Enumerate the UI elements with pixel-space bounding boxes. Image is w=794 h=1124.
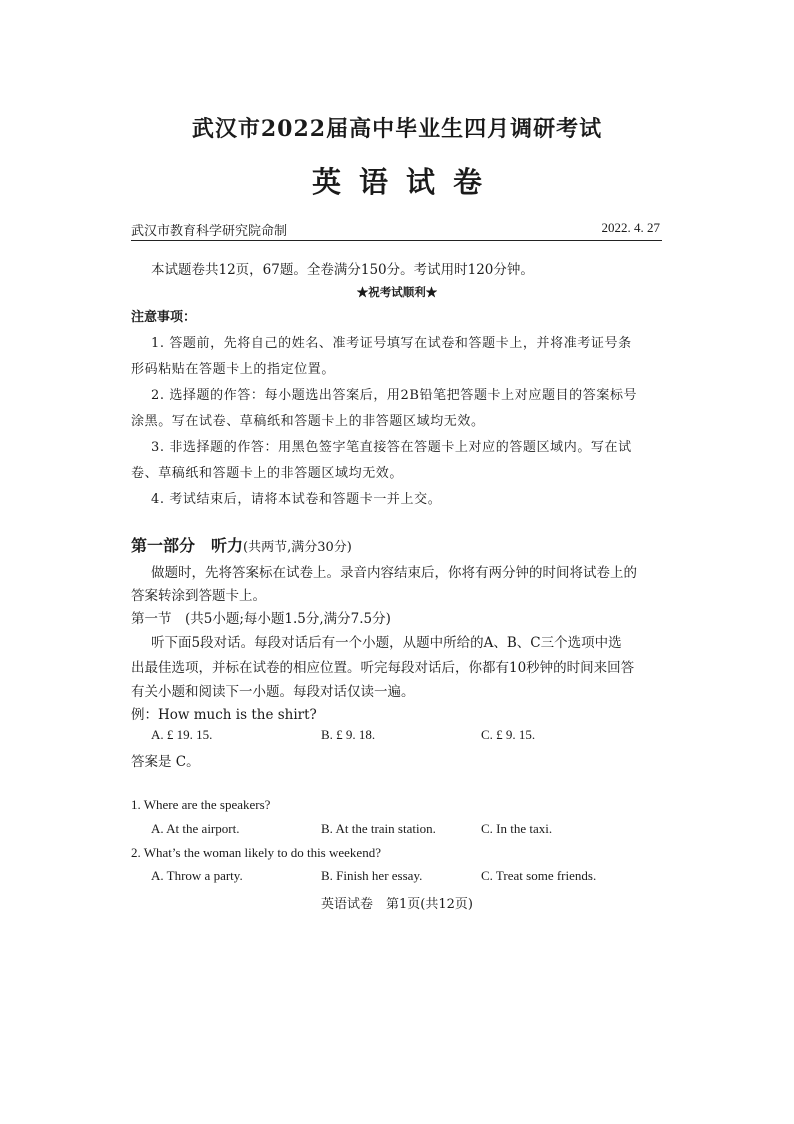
header-divider: [131, 240, 662, 241]
part-one-heading: [131, 533, 352, 556]
question-1-option-b: B. At the train station.: [321, 821, 436, 836]
notes-title: 注意事项：: [131, 310, 197, 325]
question-2-option-c: C. Treat some friends.: [481, 868, 597, 883]
exam-subject: 英语试卷: [311, 165, 500, 199]
instruction-line: 做题时，先将答案标在试卷上。录音内容结束后，你将有两分钟的时间将试卷上的: [151, 565, 637, 581]
example-option-b: B. £ 9. 18.: [321, 727, 376, 742]
part-one-title: 第一部分 听力: [131, 536, 244, 555]
section-instruction-line: 有关小题和阅读下一小题。每段对话仅读一遍。: [131, 684, 415, 700]
section-instruction-line: 听下面5段对话。每段对话后有一个小题，从题中所给的A、B、C三个选项中选: [151, 635, 622, 651]
section-instruction-line: 出最佳选项，并标在试卷的相应位置。听完每段对话后，你都有10秒钟的时间来回答: [131, 660, 635, 676]
good-luck-note: ★祝考试顺利★: [356, 285, 438, 299]
question-2: 2. What’s the woman likely to do this weekend?: [131, 845, 381, 860]
note-line: 4. 考试结束后，请将本试卷和答题卡一并上交。: [151, 492, 442, 507]
exam-title: 武汉市2022届高中毕业生四月调研考试: [191, 116, 603, 142]
note-line: 1. 答题前，先将自己的姓名、准考证号填写在试卷和答题卡上，并将准考证号条: [151, 336, 632, 351]
example-option-a: A. £ 19. 15.: [151, 727, 213, 742]
note-line: 卷、草稿纸和答题卡上的非答题区域均无效。: [131, 466, 404, 481]
page-footer: 英语试卷 第1页(共12页): [321, 897, 473, 912]
example-question: 例：How much is the shirt?: [131, 707, 317, 723]
exam-date: 2022. 4. 27: [601, 220, 660, 235]
exam-info: 本试题卷共12页，67题。全卷满分150分。考试用时120分钟。: [151, 262, 534, 278]
question-1: 1. Where are the speakers?: [131, 797, 271, 812]
issuer: 武汉市教育科学研究院命制: [131, 224, 288, 239]
note-line: 涂黑。写在试卷、草稿纸和答题卡上的非答题区域均无效。: [131, 414, 485, 429]
example-option-c: C. £ 9. 15.: [481, 727, 536, 742]
note-line: 2. 选择题的作答：每小题选出答案后，用2B铅笔把答题卡上对应题目的答案标号: [151, 388, 638, 403]
question-2-option-a: A. Throw a party.: [151, 868, 243, 883]
note-line: 3. 非选择题的作答：用黑色签字笔直接答在答题卡上对应的答题区域内。写在试: [151, 440, 632, 455]
note-line: 形码粘贴在答题卡上的指定位置。: [131, 362, 336, 377]
section-title: 第一节 (共5小题;每小题1.5分,满分7.5分): [131, 611, 391, 627]
question-1-option-a: A. At the airport.: [151, 821, 240, 836]
part-one-subtitle: (共两节,满分30分): [243, 540, 352, 555]
question-1-option-c: C. In the taxi.: [481, 821, 553, 836]
instruction-line: 答案转涂到答题卡上。: [131, 588, 266, 604]
example-answer: 答案是 C。: [131, 754, 200, 770]
question-2-option-b: B. Finish her essay.: [321, 868, 423, 883]
